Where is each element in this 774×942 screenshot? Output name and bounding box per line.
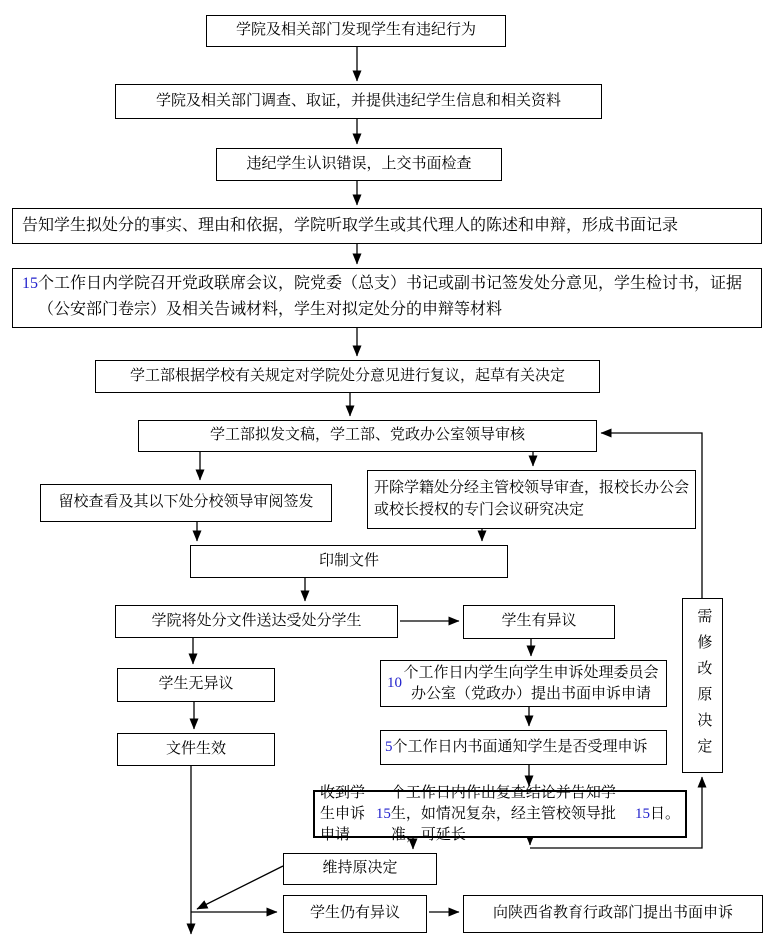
- flow-node-self-check: 违纪学生认识错误，上交书面检查: [216, 148, 502, 181]
- flow-node-appeal-notice: 5 个工作日内书面通知学生是否受理申诉: [380, 730, 667, 765]
- flow-node-deliver-document: 学院将处分文件送达受处分学生: [115, 605, 398, 638]
- flow-node-need-modify: 需修改原决定: [682, 598, 723, 773]
- flow-node-review-decision: 学工部根据学校有关规定对学院处分意见进行复议，起草有关决定: [95, 360, 600, 393]
- flow-node-no-objection: 学生无异议: [117, 668, 275, 702]
- flow-node-still-objection: 学生仍有异议: [283, 895, 427, 933]
- flow-node-joint-meeting: 15 个工作日内学院召开党政联席会议，院党委（总支）书记或副书记签发处分意见，学生检讨书，证据（公安部门卷宗）及相关告诫材料，学生对拟定处分的申辩等材料: [12, 268, 762, 328]
- arrow-maintain-junction: [197, 866, 283, 909]
- flow-node-discover: 学院及相关部门发现学生有违纪行为: [206, 15, 506, 47]
- flow-node-appeal-result: 收到学生申诉申请 15 个工作日内作出复查结论并告知学生，如情况复杂，经主管校领导批准，可延长 15 日。: [313, 790, 687, 838]
- flow-node-has-objection: 学生有异议: [463, 605, 615, 639]
- flow-node-minor-punish-sign: 留校查看及其以下处分校领导审阅签发: [40, 484, 332, 522]
- flow-node-appeal-request: 10 个工作日内学生向学生申诉处理委员会办公室（党政办）提出书面申诉申请: [380, 660, 667, 707]
- flow-node-maintain-decision: 维持原决定: [283, 853, 437, 885]
- flow-node-inform: 告知学生拟处分的事实、理由和依据，学院听取学生或其代理人的陈述和申辩，形成书面记录: [12, 208, 762, 244]
- flow-node-draft-document: 学工部拟发文稿，学工部、党政办公室领导审核: [138, 420, 597, 452]
- flow-node-investigate: 学院及相关部门调查、取证，并提供违纪学生信息和相关资料: [115, 84, 602, 119]
- flow-node-provincial-appeal: 向陕西省教育行政部门提出书面申诉: [463, 895, 763, 933]
- flow-node-print-document: 印制文件: [190, 545, 508, 578]
- flow-node-expel-review: 开除学籍处分经主管校领导审查，报校长办公会或校长授权的专门会议研究决定: [367, 470, 696, 529]
- flow-node-document-effective: 文件生效: [117, 733, 275, 766]
